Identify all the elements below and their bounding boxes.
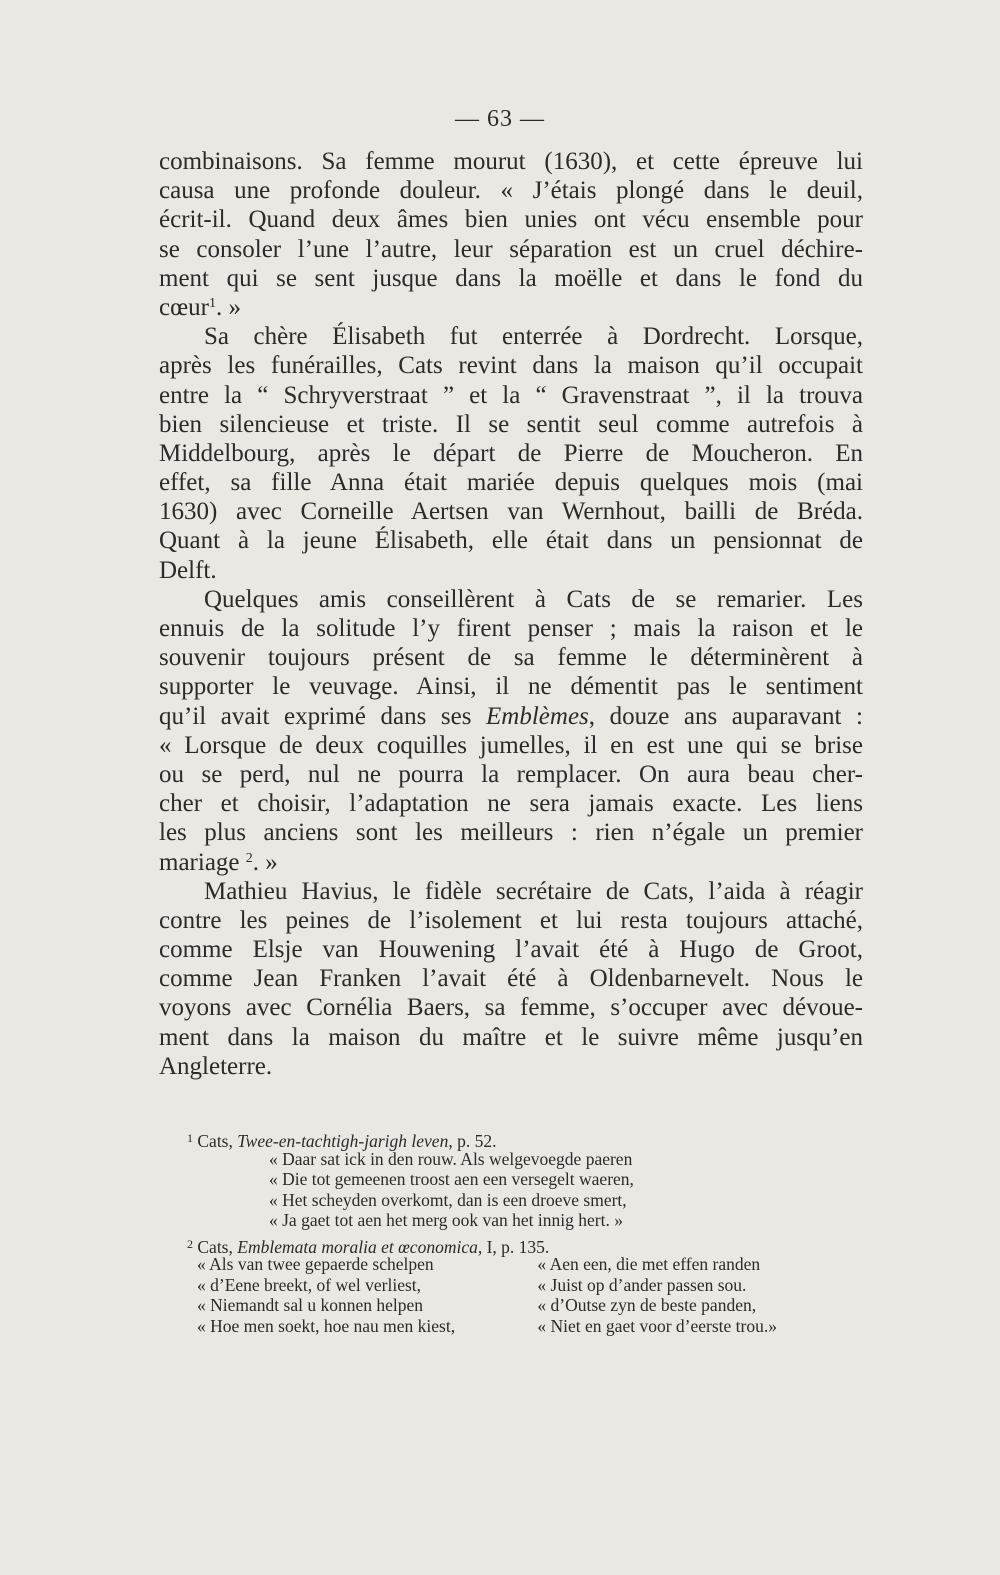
text-line: Quant à la jeune Élisabeth, elle était dans un pensionnat de	[159, 527, 863, 555]
verse-line: « Hoe men soekt, hoe nau men kiest,	[197, 1315, 456, 1336]
text-line: supporter le veuvage. Ainsi, il ne démentit pas le sentiment	[159, 673, 863, 701]
footnote-quote-line: « Daar sat ick in den rouw. Als welgevoegde paeren	[269, 1148, 633, 1169]
text-line: ennuis de la solitude l’y firent penser ; mais la raison et le	[159, 615, 863, 642]
verse-line: « d’Outse zyn de beste panden,	[537, 1295, 757, 1315]
text-line: écrit-il. Quand deux âmes bien unies ont vécu ensemble pour	[159, 206, 863, 234]
footnote-author: Cats,	[197, 1236, 233, 1257]
footnote-ref-1: 1	[208, 295, 216, 311]
text-line: Sa chère Élisabeth fut enterrée à Dordrecht. Lorsque,	[204, 323, 863, 351]
text-line	[159, 293, 863, 322]
footnote-author: Cats,	[197, 1131, 233, 1151]
text-line: Mathieu Havius, le fidèle secrétaire de Cats, l’aida à réagir	[204, 877, 863, 905]
verse-line: « Niet en gaet voor d’eerste trou.»	[537, 1315, 777, 1336]
text-line: 1630) avec Corneille Aertsen van Wernhout, bailli de Bréda.	[159, 498, 863, 526]
text-line: bien silencieuse et triste. Il se sentit seul comme autrefois à	[159, 410, 863, 438]
text-fragment: qu’il avait exprimé dans ses	[159, 702, 472, 730]
verse-line: « Niemandt sal u konnen helpen	[197, 1295, 423, 1315]
text-line: ment dans la maison du maître et le suivre même jusqu’en	[159, 1023, 863, 1051]
text-line: effet, sa fille Anna était mariée depuis quelques mois (mai	[159, 469, 863, 497]
verse-line: « Aen een, die met effen randen	[537, 1254, 761, 1274]
footnote-title: Twee-en-tachtigh-jarigh leven	[237, 1131, 449, 1151]
footnotes	[159, 1128, 863, 1336]
verse-column-left	[197, 1254, 537, 1336]
verse-line: « Juist op d’ander passen sou.	[537, 1274, 747, 1295]
text-fragment: cœur	[159, 293, 209, 321]
verse-line: « Als van twee gepaerde schelpen	[197, 1254, 434, 1274]
text-line: Delft.	[159, 556, 217, 584]
text-line: Angleterre.	[159, 1052, 273, 1080]
footnote-page: I, p. 135.	[482, 1236, 550, 1257]
text-fragment: . »	[215, 293, 241, 321]
footnote-verse-table	[159, 1254, 863, 1336]
text-line: comme Elsje van Houwening l’avait été à Hugo de Groot,	[159, 936, 863, 964]
footnote-marker: 1	[187, 1131, 193, 1145]
body-text	[159, 147, 863, 1081]
text-line: voyons avec Cornélia Baers, sa femme, s’occuper avec dévoue-	[159, 994, 863, 1022]
text-line: Middelbourg, après le départ de Pierre de Moucheron. En	[159, 439, 863, 467]
text-line: contre les peines de l’isolement et lui resta toujours attaché,	[159, 906, 863, 934]
footnote-2	[159, 1234, 863, 1255]
footnote-title: Emblemata moralia et œconomica,	[237, 1236, 483, 1257]
page-number: — 63 —	[455, 106, 545, 132]
text-line	[159, 702, 863, 731]
verse-line: « d’Eene breekt, of wel verliest,	[197, 1274, 422, 1295]
text-line: souvenir toujours présent de sa femme le déterminèrent à	[159, 644, 863, 672]
text-line: ment qui se sent jusque dans la moëlle et dans le fond du	[159, 264, 863, 292]
text-fragment: . »	[252, 848, 278, 876]
text-line: ou se perd, nul ne pourra la remplacer. On aura beau cher-	[159, 760, 863, 788]
footnote-page: , p. 52.	[448, 1131, 497, 1151]
text-line: cher et choisir, l’adaptation ne sera jamais exacte. Les liens	[159, 790, 863, 818]
footnote-ref-2: 2	[245, 850, 253, 866]
footnote-1	[159, 1128, 863, 1149]
text-line: les plus anciens sont les meilleurs : rien n’égale un premier	[159, 819, 863, 847]
text-line: causa une profonde douleur. « J’étais plongé dans le deuil,	[159, 177, 863, 205]
footnote-quote-line: « Die tot gemeenen troost aen een versegelt waeren,	[269, 1169, 634, 1189]
text-line: « Lorsque de deux coquilles jumelles, il en est une qui se brise	[159, 731, 863, 759]
verse-column-right	[537, 1254, 863, 1336]
footnote-quote-line: « Het scheyden overkomt, dan is een droeve smert,	[269, 1189, 627, 1210]
text-line: comme Jean Franken l’avait été à Oldenbarnevelt. Nous le	[159, 965, 863, 993]
text-line: Quelques amis conseillèrent à Cats de se remarier. Les	[204, 585, 863, 613]
text-line: se consoler l’une l’autre, leur séparation est un cruel déchire-	[159, 235, 863, 263]
text-fragment: mariage	[159, 848, 240, 876]
text-line	[159, 848, 863, 877]
text-fragment: , douze ans auparavant :	[588, 702, 863, 730]
footnote-quote-line: « Ja gaet tot aen het merg ook van het innig hert. »	[269, 1210, 623, 1230]
text-line: après les funérailles, Cats revint dans la maison qu’il occupait	[159, 352, 863, 380]
text-line: combinaisons. Sa femme mourut (1630), et cette épreuve lui	[159, 148, 863, 175]
footnote-marker: 2	[187, 1236, 193, 1251]
emblemes-title: Emblèmes	[486, 702, 589, 730]
text-line: entre la “ Schryverstraat ” et la “ Gravenstraat ”, il la trouva	[159, 381, 863, 409]
